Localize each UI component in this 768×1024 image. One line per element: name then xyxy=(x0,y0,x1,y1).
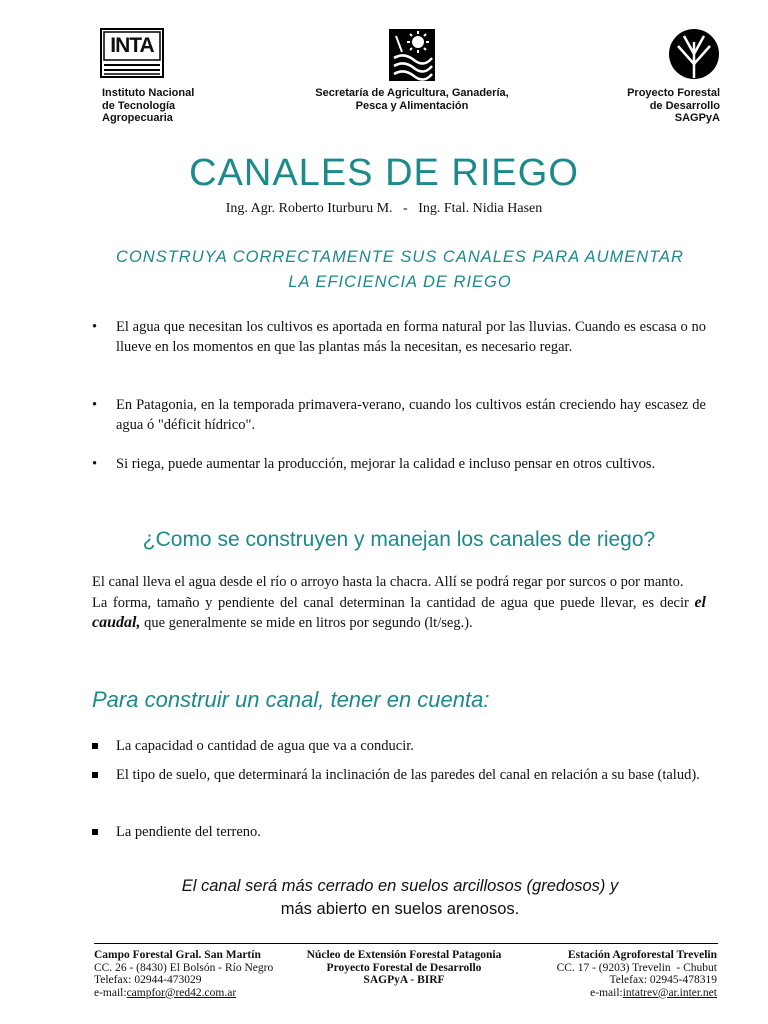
list-item: • Si riega, puede aumentar la producción, mejorar la calidad e incluso pensar en otros cultivos. xyxy=(92,455,706,475)
authors: Ing. Agr. Roberto Iturburu M. - Ing. Ftal. Nidia Hasen xyxy=(225,201,543,216)
closing-note: El canal será más cerrado en suelos arcillosos (gredosos) y más abierto en suelos arenosos. xyxy=(181,877,619,918)
inta-logo xyxy=(100,28,164,78)
inta-name: Instituto Nacional de Tecnología Agropecuaria xyxy=(102,87,195,124)
pfd-logo-icon xyxy=(668,28,720,80)
list-item: La capacidad o cantidad de agua que va a conducir. xyxy=(92,732,706,760)
inta-logo-text: INTA xyxy=(110,34,154,57)
bullet-icon: • xyxy=(92,397,98,413)
list-item: La pendiente del terreno. xyxy=(92,818,706,846)
list-item: El tipo de suelo, que determinará la inclinación de las paredes del canal en relación a su base (talud). xyxy=(92,761,706,789)
footer-center: Núcleo de Extensión Forestal Patagonia Proyecto Forestal de Desarrollo SAGPyA - BIRF xyxy=(306,949,502,986)
square-bullet-icon xyxy=(92,743,98,749)
bullet-icon: • xyxy=(92,456,98,472)
section-paragraph: El canal lleva el agua desde el río o arroyo hasta la chacra. Allí se podrá regar por surcos o por manto. La forma, tamaño y pendiente del canal determinan la cantidad de agua que puede llevar, es decir el caudal, que generalmente se mide en litros por segundo (lt/seg.). xyxy=(92,574,706,631)
footer-left: Campo Forestal Gral. San Martín CC. 26 - (8430) El Bolsón - Río Negro Telefax: 02944-473029 e-mail:campfor@red42.com.ar xyxy=(94,949,274,999)
square-bullet-icon xyxy=(92,829,98,835)
email-link[interactable]: campfor@red42.com.ar xyxy=(126,986,237,999)
page-title: CANALES DE RIEGO xyxy=(189,152,579,194)
sagpya-logo-icon xyxy=(388,28,436,82)
pfd-name: Proyecto Forestal de Desarrollo SAGPyA xyxy=(627,87,720,124)
list-item: • En Patagonia, en la temporada primavera-verano, cuando los cultivos están creciendo hay escasez de agua ó "déficit hídrico". xyxy=(92,397,706,433)
section-heading: ¿Como se construyen y manejan los canales de riego? xyxy=(142,528,656,551)
bullet-icon: • xyxy=(92,319,98,335)
footer-right: Estación Agroforestal Trevelin CC. 17 - (9203) Trevelin - Chubut Telefax: 02945-478319 e-mail:intatrev@ar.inter.net xyxy=(556,949,717,999)
section-heading: Para construir un canal, tener en cuenta: xyxy=(92,687,490,712)
list-item: • El agua que necesitan los cultivos es aportada en forma natural por las lluvias. Cuando es escasa o no llueve en los momentos en que las plantas más la necesitan, es necesario regar. xyxy=(92,319,706,355)
email-link[interactable]: intatrev@ar.inter.net xyxy=(622,986,717,999)
subtitle: CONSTRUYA CORRECTAMENTE SUS CANALES PARA AUMENTAR LA EFICIENCIA DE RIEGO xyxy=(116,248,684,291)
sagpya-name: Secretaría de Agricultura, Ganadería, Pesca y Alimentación xyxy=(315,87,509,112)
footer-divider xyxy=(94,943,718,944)
emphasis-term: el caudal, xyxy=(92,593,706,631)
square-bullet-icon xyxy=(92,772,98,778)
